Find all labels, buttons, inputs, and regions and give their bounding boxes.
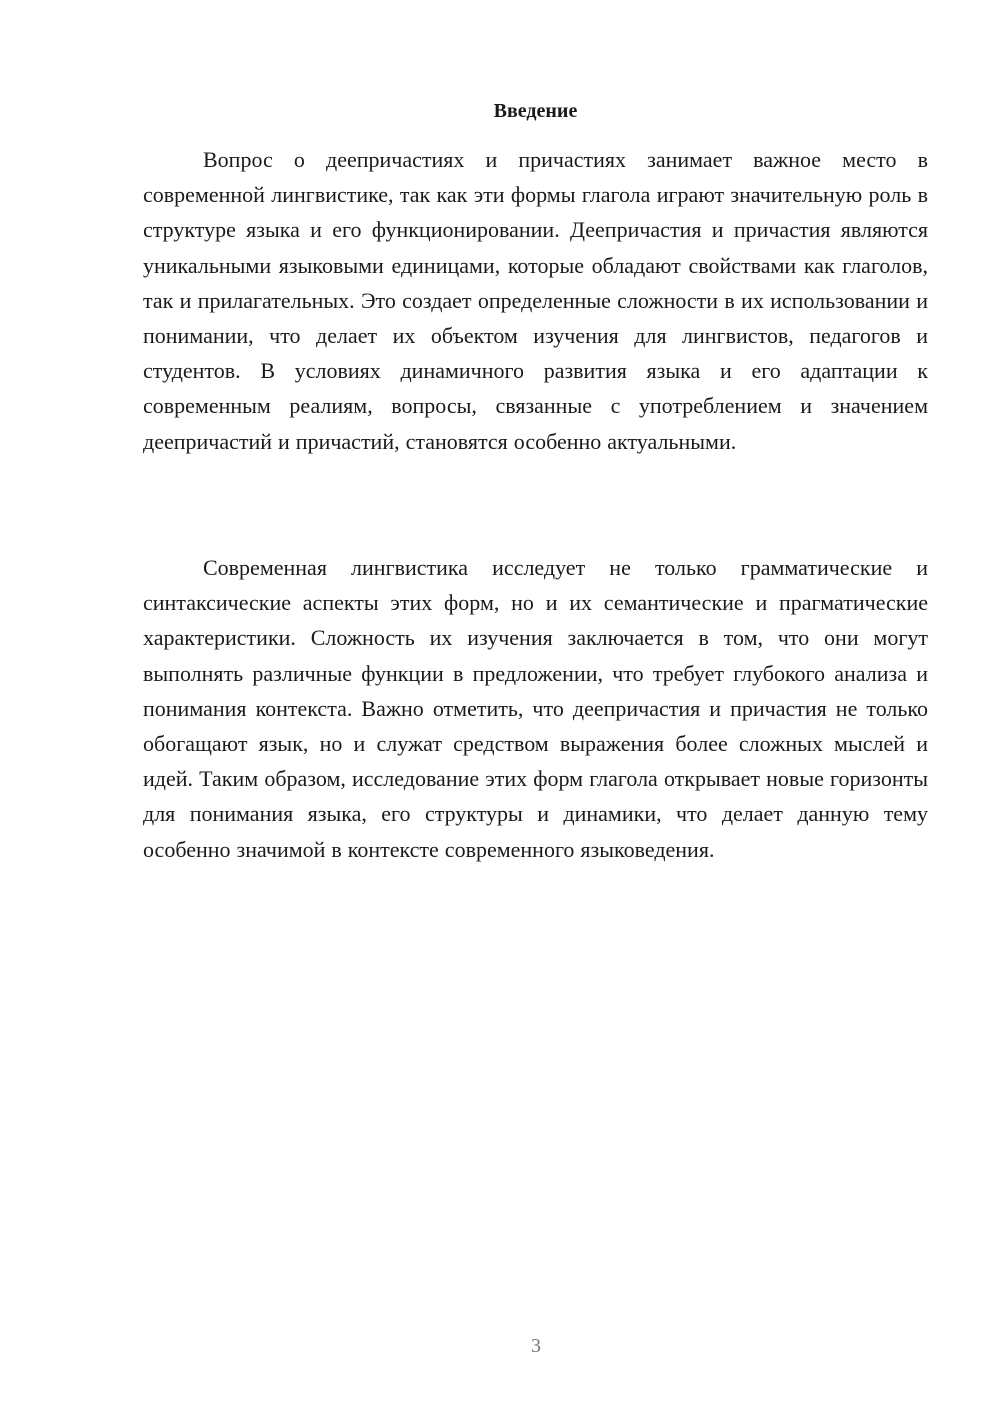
page-number: 3 — [531, 1335, 541, 1357]
page-title: Введение — [493, 100, 578, 122]
paragraph-2: Современная лингвистика исследует не только грамматические и синтаксические аспекты этих форм, но и их семантические и прагматические характеристики. Сложность их изучения заключается в том, что они могут выполнять различные функции в предложении, что требует глубокого анализа и понимания контекста. Важно отметить, что деепричастия и причастия не только обогащают язык, но и служат средством выражения более сложных мыслей и идей. Таким образом, исследование этих форм глагола открывает новые горизонты для понимания языка, его структуры и динамики, что делает данную тему особенно значимой в контексте современного языковедения. — [143, 555, 928, 862]
paragraph-1: Вопрос о деепричастиях и причастиях занимает важное место в современной лингвистике, так как эти формы глагола играют значительную роль в структуре языка и его функционировании. Деепричастия и причастия являются уникальными языковыми единицами, которые обладают свойствами как глаголов, так и прилагательных. Это создает определенные сложности в их использовании и понимании, что делает их объектом изучения для лингвистов, педагогов и студентов. В условиях динамичного развития языка и его адаптации к современным реалиям, вопросы, связанные с употреблением и значением деепричастий и причастий, становятся особенно актуальными. — [143, 147, 928, 454]
